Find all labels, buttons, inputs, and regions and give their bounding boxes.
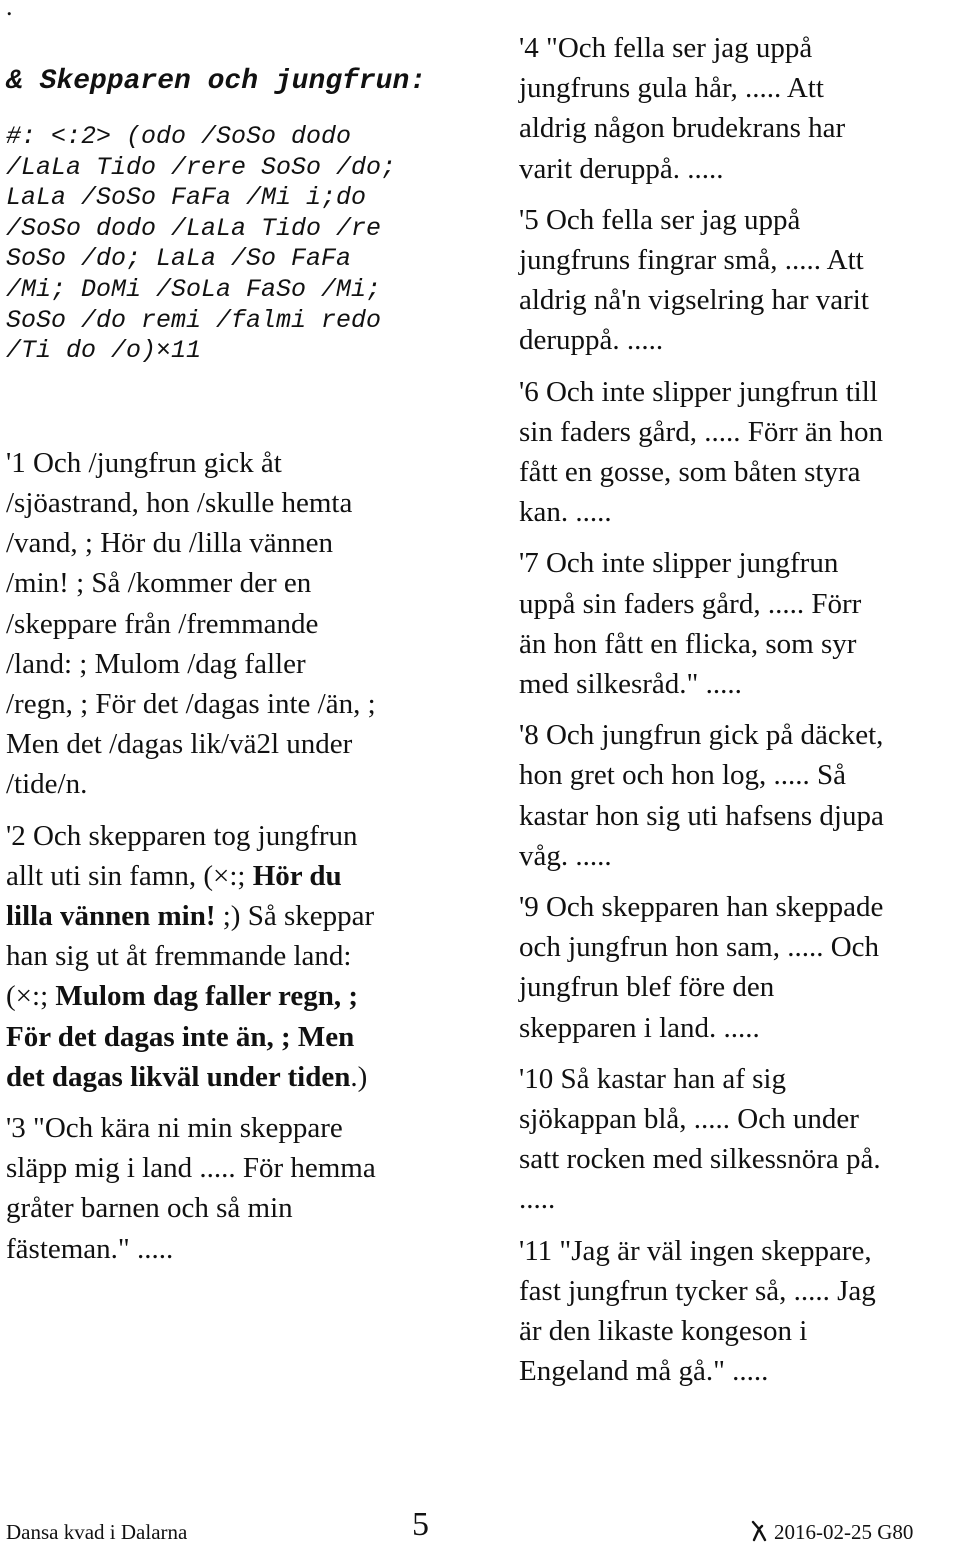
verse-line: Men det /dagas lik/vä2l under [6, 728, 353, 761]
verse-text: ;) Så skeppar [215, 899, 375, 932]
verse-line: jungfruns gula hår, ..... Att [519, 72, 824, 105]
verse-text: (×:; [6, 980, 56, 1013]
date-code: 2016-02-25 G80 [774, 1520, 914, 1544]
verse-line: '7 Och inte slipper jungfrun [519, 547, 839, 580]
verse-3 [6, 1108, 476, 1269]
verse-line: '6 Och inte slipper jungfrun till [519, 375, 878, 408]
date-code-group [750, 1520, 913, 1548]
verse-line: kastar hon sig uti hafsens djupa [519, 799, 884, 832]
verse-line: är den likaste kongeson i [519, 1315, 808, 1348]
left-column [6, 62, 476, 1280]
verse-line: aldrig nå'n vigselring har varit [519, 284, 869, 317]
verse-8 [519, 715, 959, 876]
verse-line: ..... [519, 1183, 556, 1216]
verse-line: jungfruns fingrar små, ..... Att [519, 244, 864, 277]
verse-line: deruppå. ..... [519, 324, 664, 357]
verse-line: sjökappan blå, ..... Och under [519, 1103, 859, 1136]
verse-line [6, 1057, 476, 1097]
verse-11 [519, 1231, 959, 1392]
verse-6 [519, 372, 959, 533]
verse-line: och jungfrun hon sam, ..... Och [519, 931, 880, 964]
verse-line: fästeman." ..... [6, 1232, 174, 1265]
verse-line: /sjöastrand, hon /skulle hemta [6, 486, 353, 519]
page-number: 5 [412, 1506, 429, 1543]
verse-line: /regn, ; För det /dagas inte /än, ; [6, 687, 376, 720]
verse-line: /min! ; Så /kommer der en [6, 567, 312, 600]
verse-line: släpp mig i land ..... För hemma [6, 1152, 376, 1185]
verse-line: aldrig någon brudekrans har [519, 112, 846, 145]
verse-10 [519, 1059, 959, 1220]
verse-1 [6, 443, 476, 805]
song-title: & Skepparen och jungfrun: [6, 66, 427, 97]
verse-line [6, 856, 476, 896]
verse-line: '10 Så kastar han af sig [519, 1062, 786, 1095]
verse-line: fast jungfrun tycker så, ..... Jag [519, 1274, 876, 1307]
verse-line [6, 976, 476, 1016]
verse-line: hon gret och hon log, ..... Så [519, 759, 847, 792]
refrain-text: Hör du [252, 859, 342, 892]
verse-4 [519, 28, 959, 189]
book-title: Dansa kvad i Dalarna [6, 1520, 188, 1544]
verse-2 [6, 816, 476, 1097]
verse-line: '1 Och /jungfrun gick åt [6, 446, 282, 479]
verse-text: .) [350, 1060, 368, 1093]
melody-notation: #: <:2> (odo /SoSo dodo /LaLa Tido /rere SoSo /do; LaLa /SoSo FaFa /Mi i;do /SoSo dodo /LaLa Tido /re SoSo /do; LaLa /So FaFa /Mi; DoMi /SoLa FaSo /Mi; SoSo /do remi /falmi redo /Ti do /o)×11 [6, 122, 397, 366]
verse-line: '3 "Och kära ni min skeppare [6, 1112, 343, 1144]
verse-line: '5 Och fella ser jag uppå [519, 203, 801, 236]
refrain-text: det dagas likväl under tiden [6, 1060, 351, 1093]
verse-line: '11 "Jag är väl ingen skeppare, [519, 1234, 872, 1267]
right-column [519, 28, 959, 1403]
dalarna-figure-icon [750, 1520, 768, 1548]
refrain-text: lilla vännen min! [6, 899, 216, 932]
verse-line: /vand, ; Hör du /lilla vännen [6, 527, 333, 560]
verse-line: än hon fått en flicka, som syr [519, 627, 857, 660]
refrain-line: För det dagas inte än, ; Men [6, 1020, 355, 1053]
verse-line [6, 896, 476, 936]
verse-line: skepparen i land. ..... [519, 1011, 760, 1044]
verse-line: jungfrun blef före den [519, 971, 775, 1004]
verse-line: han sig ut åt fremmande land: [6, 940, 352, 973]
verse-line: '9 Och skepparen han skeppade [519, 891, 884, 924]
verse-line: satt rocken med silkessnöra på. [519, 1143, 881, 1176]
verse-5 [519, 200, 959, 361]
page-footer [0, 1505, 960, 1544]
verse-line: varit deruppå. ..... [519, 152, 724, 185]
verse-line: uppå sin faders gård, ..... Förr [519, 587, 862, 620]
refrain-text: Mulom dag faller regn, ; [55, 980, 358, 1013]
verse-line: kan. ..... [519, 496, 612, 529]
verse-line: Engeland må gå." ..... [519, 1355, 769, 1388]
verse-line: '2 Och skepparen tog jungfrun [6, 819, 358, 852]
verse-line: gråter barnen och så min [6, 1192, 293, 1225]
verse-line: /land: ; Mulom /dag faller [6, 647, 306, 680]
verse-line: '8 Och jungfrun gick på däcket, [519, 719, 884, 752]
verse-text: allt uti sin famn, (×:; [6, 859, 253, 892]
verse-line: våg. ..... [519, 839, 612, 872]
page-marker: . [6, 0, 13, 21]
verse-line: '4 "Och fella ser jag uppå [519, 32, 813, 64]
verse-9 [519, 887, 959, 1048]
verse-7 [519, 543, 959, 704]
verse-line: sin faders gård, ..... Förr än hon [519, 415, 884, 448]
verse-line: med silkesråd." ..... [519, 668, 742, 701]
verse-line: /skeppare från /fremmande [6, 607, 319, 640]
verse-line: /tide/n. [6, 768, 88, 801]
verse-line: fått en gosse, som båten styra [519, 456, 861, 489]
